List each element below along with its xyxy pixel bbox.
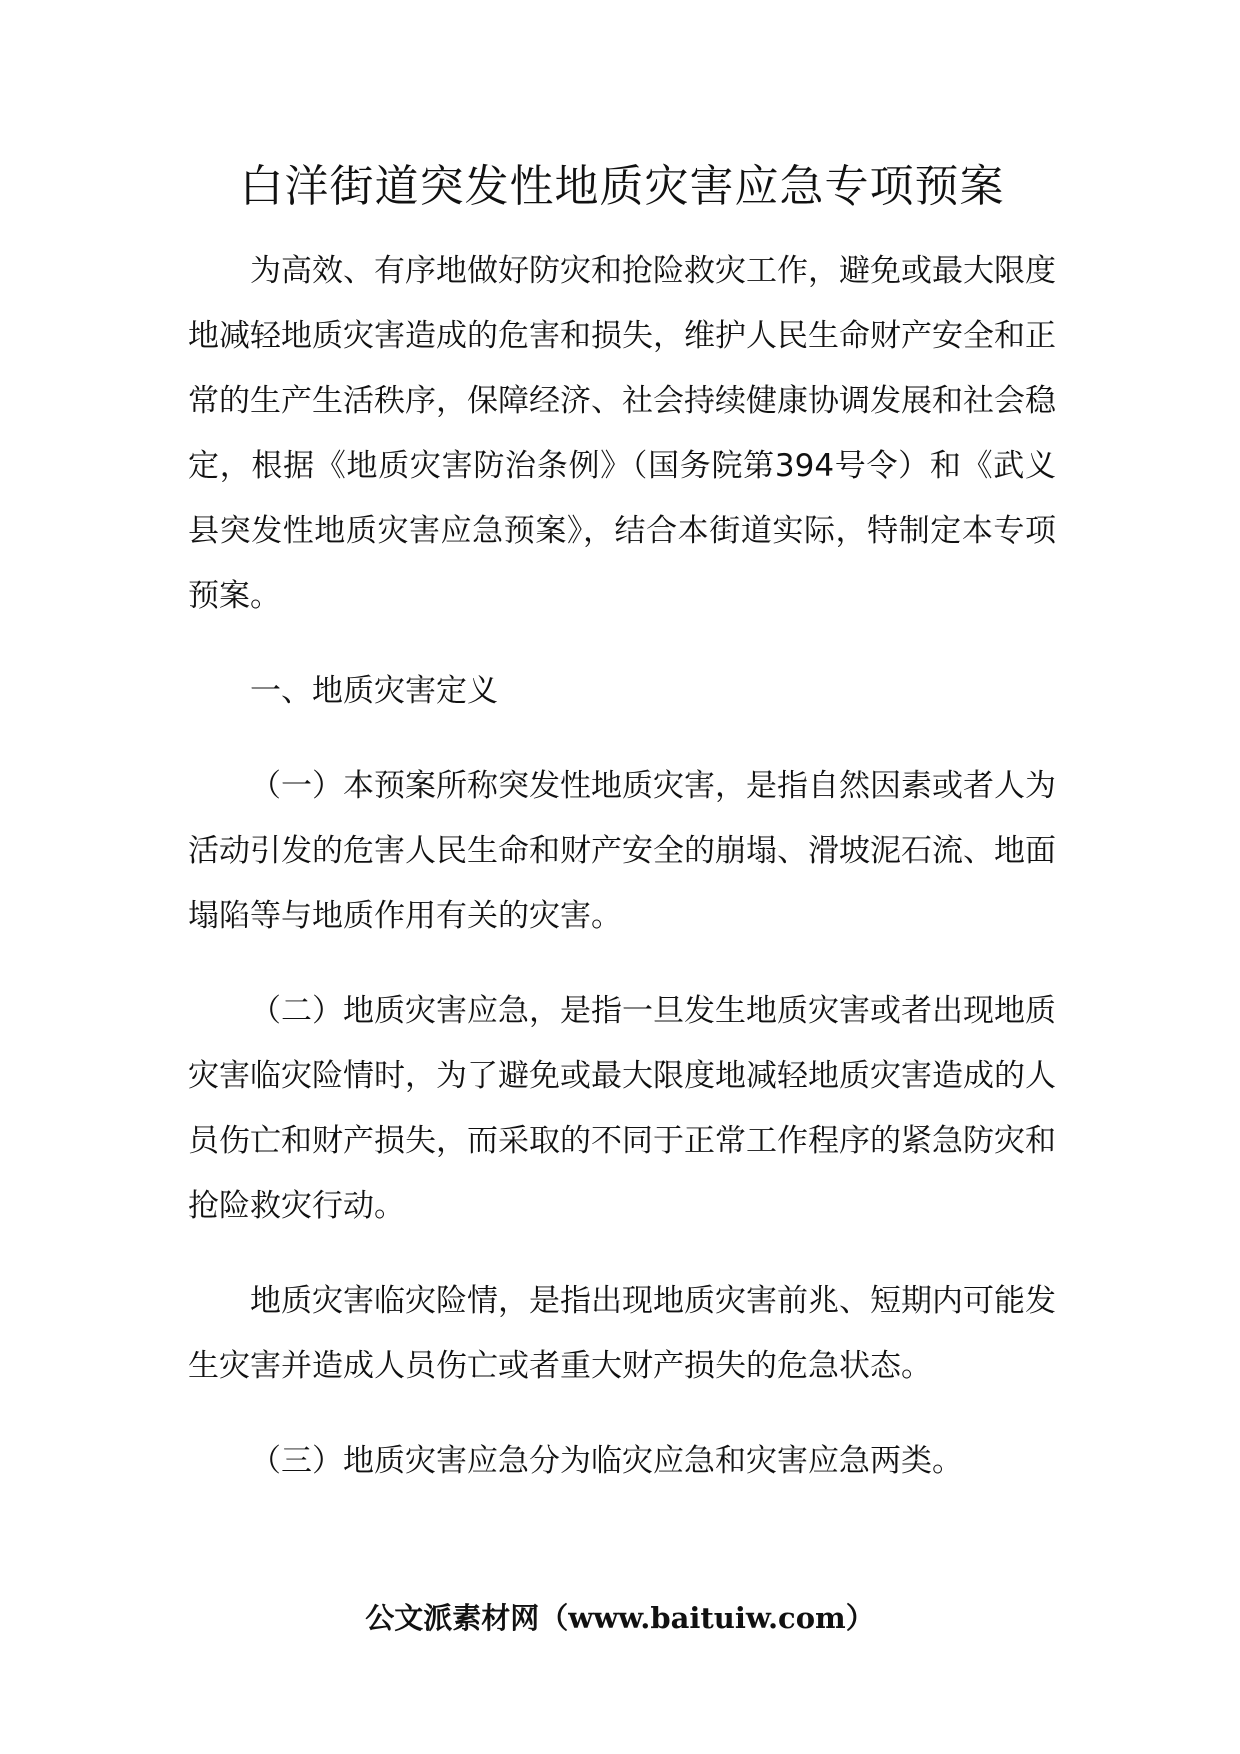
- paragraph-danger-situation: 地质灾害临灾险情，是指出现地质灾害前兆、短期内可能发生灾害并造成人员伤亡或者重大财产损失的危急状态。: [188, 1283, 1056, 1384]
- document-title: 白洋街道突发性地质灾害应急专项预案: [239, 161, 1005, 212]
- document-page: [188, 155, 1056, 1494]
- source-watermark: 公文派素材网（www.baituiw.com）: [365, 1601, 875, 1635]
- paragraph-definition-2: （二）地质灾害应急，是指一旦发生地质灾害或者出现地质灾害临灾险情时，为了避免或最大限度地减轻地质灾害造成的人员伤亡和财产损失，而采取的不同于正常工作程序的紧急防灾和抢险救灾行动。: [188, 993, 1056, 1224]
- paragraph-definition-1: （一）本预案所称突发性地质灾害，是指自然因素或者人为活动引发的危害人民生命和财产安全的崩塌、滑坡泥石流、地面塌陷等与地质作用有关的灾害。: [188, 768, 1056, 934]
- paragraph-definition-3: （三）地质灾害应急分为临灾应急和灾害应急两类。: [250, 1443, 963, 1479]
- section-heading-definition: 一、地质灾害定义: [250, 673, 498, 709]
- intro-paragraph: 为高效、有序地做好防灾和抢险救灾工作，避免或最大限度地减轻地质灾害造成的危害和损失，维护人民生命财产安全和正常的生产生活秩序，保障经济、社会持续健康协调发展和社会稳定，根据《地质灾害防治条例》（国务院第394号令）和《武义县突发性地质灾害应急预案》，结合本街道实际，特制定本专项预案。: [188, 253, 1056, 614]
